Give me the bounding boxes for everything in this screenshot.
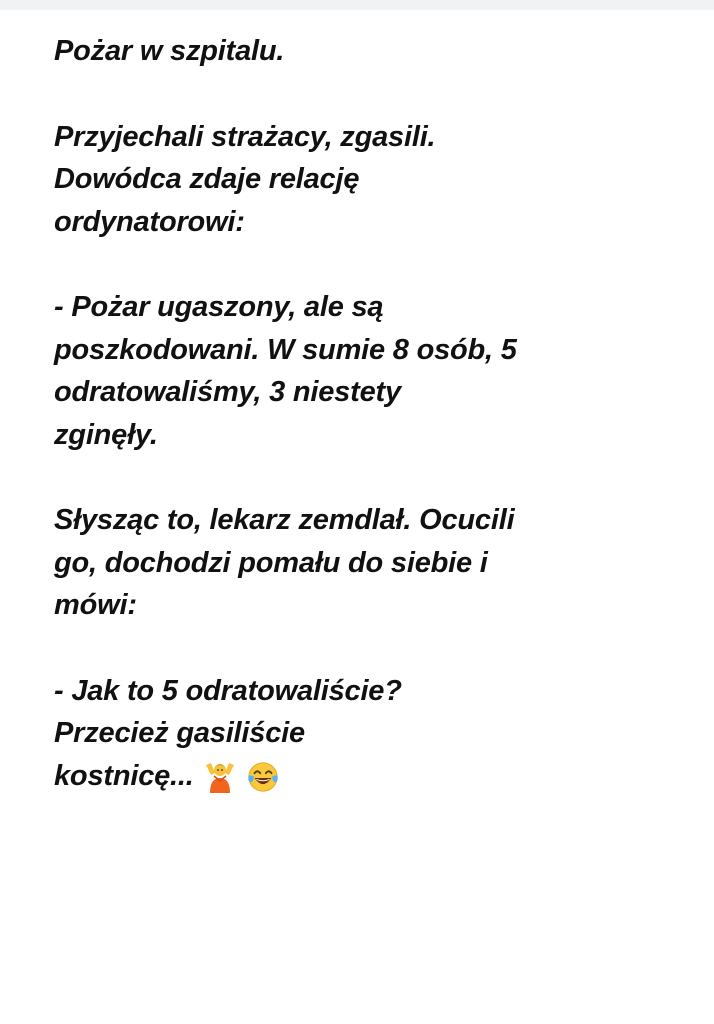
text-line: poszkodowani. W sumie 8 osób, 5 — [54, 333, 517, 366]
text-line: odratowaliśmy, 3 niestety — [54, 376, 401, 408]
text-line: kostnicę... — [54, 759, 194, 792]
paragraph-report — [54, 286, 694, 456]
joke-text — [54, 30, 694, 840]
face-with-tears-of-joy-icon — [246, 760, 280, 794]
person-shrugging-icon — [202, 759, 238, 795]
text-line: Pożar w szpitalu. — [54, 35, 285, 67]
paragraph-title — [54, 30, 694, 73]
text-line: - Jak to 5 odratowaliście? — [54, 674, 402, 707]
paragraph-arrival — [54, 116, 694, 244]
text-line: Słysząc to, lekarz zemdlał. Ocucili — [54, 504, 515, 536]
text-line: Przecież gasiliście — [54, 717, 305, 749]
text-line: Dowódca zdaje relację — [54, 163, 360, 195]
text-line: go, dochodzi pomału do siebie i — [54, 546, 488, 579]
top-strip — [0, 0, 714, 10]
text-line: mówi: — [54, 589, 137, 621]
text-line: ordynatorowi: — [54, 205, 245, 238]
paragraph-doctor — [54, 499, 694, 627]
text-line: Przyjechali strażacy, zgasili. — [54, 120, 436, 153]
text-line: zginęły. — [54, 418, 158, 451]
last-line — [54, 755, 694, 798]
paragraph-punchline — [54, 670, 694, 798]
text-line: - Pożar ugaszony, ale są — [54, 291, 384, 323]
